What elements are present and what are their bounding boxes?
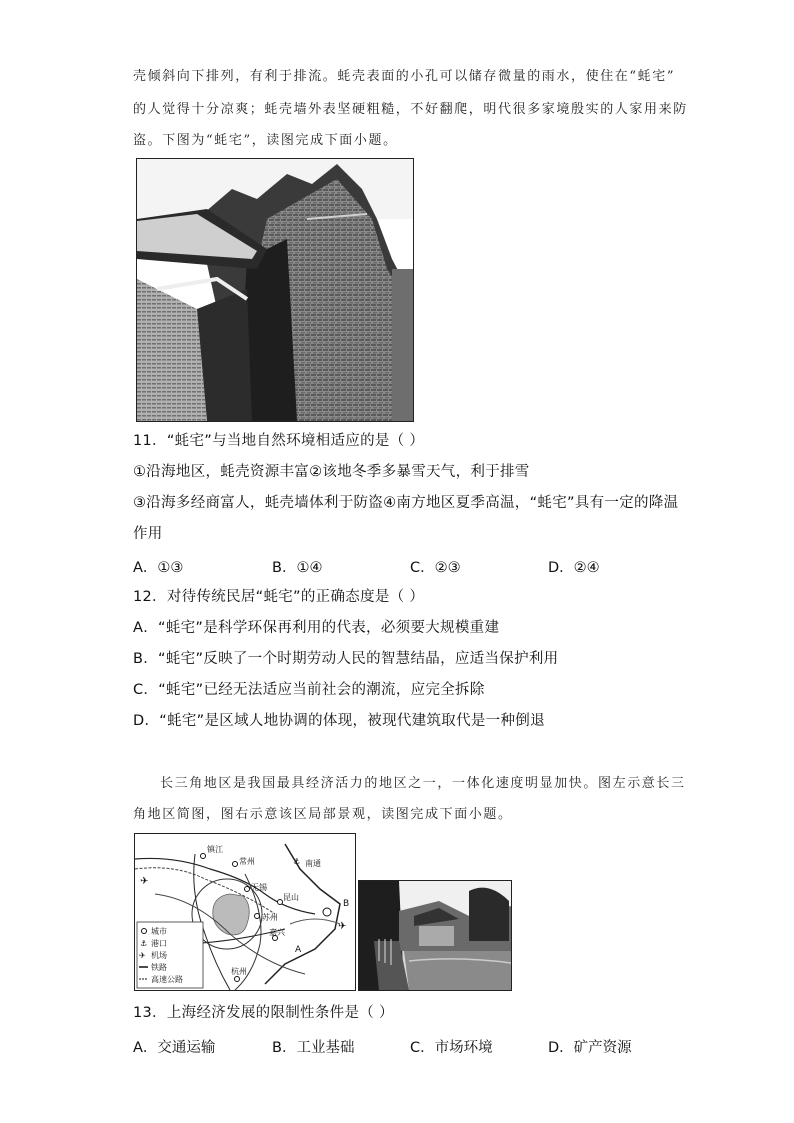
q11-option-b[interactable]: B．①④ (272, 560, 323, 576)
q12-option-d[interactable]: D．“蚝宅”是区域人地协调的体现，被现代建筑取代是一种倒退 (133, 713, 545, 729)
map-city-hangzhou: 杭州 (231, 967, 247, 976)
water-town-photo (358, 880, 512, 991)
map-city-nantong: 南通 (305, 859, 321, 868)
q11-option-d[interactable]: D．②④ (548, 560, 600, 576)
svg-text:✈: ✈ (139, 951, 146, 960)
q12-option-c[interactable]: C．“蚝宅”已经无法适应当前社会的潮流，应完全拆除 (133, 682, 485, 698)
q12-stem: 12．对待传统民居“蚝宅”的正确态度是（ ） (133, 589, 425, 605)
q13-option-b[interactable]: B．工业基础 (272, 1040, 355, 1056)
map-city-wuxi: 无锡 (251, 883, 267, 892)
legend-expressway: 高速公路 (151, 975, 183, 984)
yangtze-delta-map (134, 833, 356, 991)
q12-option-b[interactable]: B．“蚝宅”反映了一个时期劳动人民的智慧结晶，应适当保护利用 (133, 651, 559, 667)
intro-line-3: 盗。下图为“蚝宅”，读图完成下面小题。 (133, 133, 398, 148)
q11-statement-1: ①沿海地区，蚝壳资源丰富②该地冬季多暴雪天气，利于排雪 (133, 464, 530, 480)
svg-text:⚓: ⚓ (293, 857, 301, 866)
svg-text:✈: ✈ (338, 921, 347, 932)
intro-line-2: 的人觉得十分凉爽；蚝壳墙外表坚硬粗糙，不好翻爬，明代很多家境殷实的人家用来防 (133, 102, 688, 117)
svg-text:⚓: ⚓ (140, 939, 148, 948)
q13-option-a[interactable]: A．交通运输 (133, 1040, 216, 1056)
intro2-line-1: 长三角地区是我国最具经济活力的地区之一，一体化速度明显加快。图左示意长三 (160, 776, 686, 791)
q13-option-c[interactable]: C．市场环境 (410, 1040, 493, 1056)
svg-text:✈: ✈ (140, 876, 149, 887)
map-marker-b: B (343, 899, 350, 909)
q11-option-a[interactable]: A．①③ (133, 560, 184, 576)
map-marker-a: A (295, 945, 302, 955)
map-city-changzhou: 常州 (239, 857, 255, 866)
q11-statement-2: ③沿海多经商富人，蚝壳墙体利于防盗④南方地区夏季高温，“蚝宅”具有一定的降温 (133, 495, 679, 511)
map-city-suzhou: 苏州 (262, 913, 278, 922)
q13-stem: 13．上海经济发展的限制性条件是（ ） (133, 1005, 394, 1021)
legend-airport: 机场 (151, 951, 167, 960)
legend-port: 港口 (151, 939, 167, 948)
q11-statement-3: 作用 (133, 526, 163, 542)
map-city-kunshan: 昆山 (283, 893, 299, 902)
legend-city: 城市 (151, 927, 167, 936)
q13-option-d[interactable]: D．矿产资源 (548, 1040, 632, 1056)
intro2-line-2: 角地区简图，图右示意该区局部景观，读图完成下面小题。 (133, 807, 513, 822)
legend-railway: 铁路 (151, 963, 167, 972)
map-city-zhenjiang: 镇江 (207, 845, 223, 854)
q11-option-c[interactable]: C．②③ (410, 560, 461, 576)
q11-stem: 11．“蚝宅”与当地自然环境相适应的是（ ） (133, 433, 425, 449)
oyster-house-photo (136, 158, 414, 422)
q12-option-a[interactable]: A．“蚝宅”是科学环保再利用的代表，必须要大规模重建 (133, 620, 500, 636)
intro-line-1: 壳倾斜向下排列，有利于排流。蚝壳表面的小孔可以储存微量的雨水，使住在“蚝宅” (133, 69, 676, 84)
map-city-jiaxing: 嘉兴 (269, 928, 285, 937)
